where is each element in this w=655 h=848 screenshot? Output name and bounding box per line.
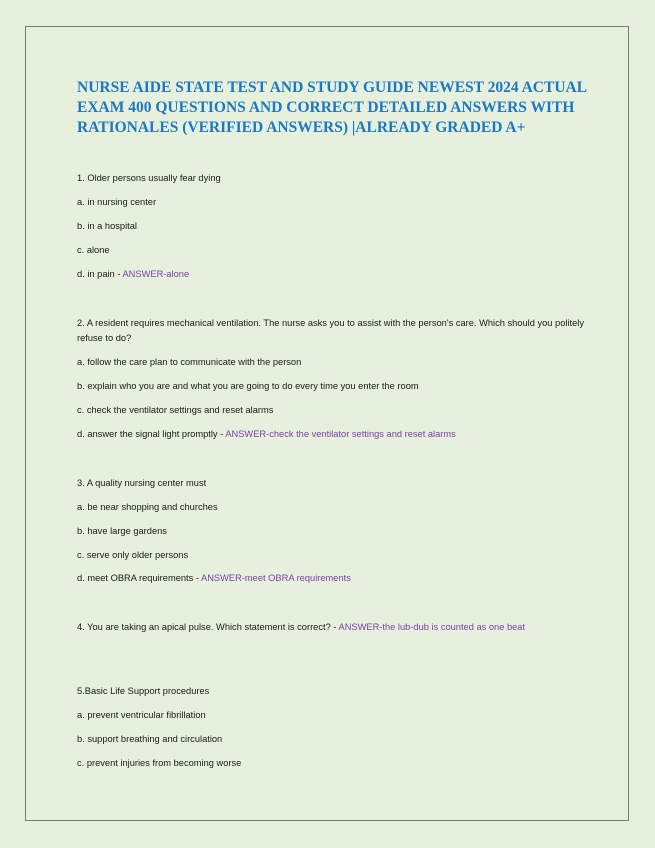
option-text: d. answer the signal light promptly - (77, 429, 226, 439)
question-3-option-b: b. have large gardens (77, 526, 167, 536)
question-2-option-a: a. follow the care plan to communicate with the person (77, 357, 302, 367)
question-2-answer: ANSWER-check the ventilator settings and reset alarms (225, 429, 456, 439)
question-1-answer: ANSWER-alone (122, 269, 190, 279)
question-1-stem: 1. Older persons usually fear dying (77, 173, 221, 183)
question-5-option-c: c. prevent injuries from becoming worse (77, 758, 242, 768)
question-5-stem: 5.Basic Life Support procedures (77, 686, 210, 696)
question-3-answer: ANSWER-meet OBRA requirements (201, 573, 351, 583)
question-2-stem: 2. A resident requires mechanical ventilation. The nurse asks you to assist with the person's care. Which should you politely refuse to do? (77, 318, 584, 343)
question-4 (77, 620, 587, 635)
option-text: d. in pain - (77, 269, 123, 279)
question-3-option-c: c. serve only older persons (77, 550, 189, 560)
question-1-option-d (77, 267, 587, 282)
question-2-option-c: c. check the ventilator settings and reset alarms (77, 405, 274, 415)
question-1-option-a: a. in nursing center (77, 197, 157, 207)
question-4-stem: 4. You are taking an apical pulse. Which statement is correct? - (77, 622, 339, 632)
page-border (25, 26, 629, 821)
option-text: d. meet OBRA requirements - (77, 573, 202, 583)
question-1-option-c: c. alone (77, 245, 110, 255)
question-4-answer: ANSWER-the lub-dub is counted as one beat (338, 622, 526, 632)
question-3-stem: 3. A quality nursing center must (77, 478, 207, 488)
question-2-option-d (77, 427, 587, 442)
question-3-option-d (77, 571, 587, 586)
question-5-option-a: a. prevent ventricular fibrillation (77, 710, 206, 720)
question-5-option-b: b. support breathing and circulation (77, 734, 223, 744)
question-1-option-b: b. in a hospital (77, 221, 137, 231)
question-3-option-a: a. be near shopping and churches (77, 502, 218, 512)
question-2-option-b: b. explain who you are and what you are going to do every time you enter the room (77, 381, 419, 391)
document-title: NURSE AIDE STATE TEST AND STUDY GUIDE NEWEST 2024 ACTUAL EXAM 400 QUESTIONS AND CORRECT DETAILED ANSWERS WITH RATIONALES (VERIFIED ANSWERS) |ALREADY GRADED A+ (77, 79, 587, 136)
